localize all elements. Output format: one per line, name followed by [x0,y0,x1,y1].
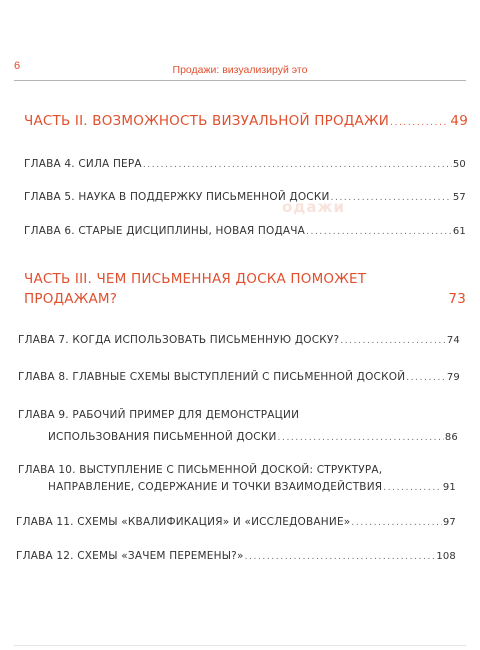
toc-part-3-page: 73 [448,291,466,307]
toc-chapter-7[interactable] [18,334,460,346]
leader-dots [351,518,441,528]
toc-chapter-title: ГЛАВА 11. СХЕМЫ «КВАЛИФИКАЦИЯ» И «ИССЛЕДОВАНИЕ» [16,516,351,528]
toc-chapter-page: 61 [452,226,466,237]
toc-part-3-title: ЧАСТЬ III. ЧЕМ ПИСЬМЕННАЯ ДОСКА ПОМОЖЕТ [24,271,367,287]
toc-chapter-4[interactable] [24,158,466,170]
toc-chapter-9-line1[interactable] [18,403,299,422]
toc-chapter-title: ГЛАВА 6. СТАРЫЕ ДИСЦИПЛИНЫ, НОВАЯ ПОДАЧА [24,225,306,237]
toc-chapter-page: 97 [442,517,456,528]
leader-dots [406,373,446,383]
toc-chapter-12[interactable] [16,550,456,562]
toc-chapter-title-cont: ИСПОЛЬЗОВАНИЯ ПИСЬМЕННОЙ ДОСКИ [48,431,277,443]
toc-chapter-10[interactable] [48,481,456,493]
leader-dots [390,118,449,128]
page-edge [14,645,466,646]
toc-part-2-page: 49 [450,113,468,129]
toc-chapter-title: ГЛАВА 10. ВЫСТУПЛЕНИЕ С ПИСЬМЕННОЙ ДОСКОЙ: СТРУКТУРА, [18,464,383,476]
toc-chapter-5[interactable] [24,191,466,203]
toc-chapter-9[interactable] [48,431,458,443]
leader-dots [306,227,452,237]
toc-chapter-page: 50 [452,159,466,170]
toc-chapter-title: ГЛАВА 5. НАУКА В ПОДДЕРЖКУ ПИСЬМЕННОЙ ДОСКИ [24,191,330,203]
header-rule [14,80,466,81]
toc-chapter-6[interactable] [24,225,466,237]
toc-chapter-11[interactable] [16,516,456,528]
leader-dots [278,433,444,443]
toc-chapter-page: 86 [444,432,458,443]
toc-chapter-title: ГЛАВА 8. ГЛАВНЫЕ СХЕМЫ ВЫСТУПЛЕНИЙ С ПИСЬМЕННОЙ ДОСКОЙ [18,371,406,383]
bleed-through-text: одажи [282,198,345,216]
toc-chapter-title: ГЛАВА 12. СХЕМЫ «ЗАЧЕМ ПЕРЕМЕНЫ?» [16,550,244,562]
leader-dots [245,552,436,562]
toc-part-3[interactable] [24,291,466,307]
running-head: Продажи: визуализируй это [172,64,308,76]
page-number: 6 [14,60,21,72]
leader-dots [383,483,442,493]
leader-dots [340,336,446,346]
toc-part-2[interactable] [24,113,468,129]
toc-chapter-title-cont: НАПРАВЛЕНИЕ, СОДЕРЖАНИЕ И ТОЧКИ ВЗАИМОДЕЙСТВИЯ [48,481,383,493]
toc-part-3-line1[interactable] [24,268,366,287]
toc-chapter-title: ГЛАВА 4. СИЛА ПЕРА [24,158,142,170]
leader-dots [143,160,452,170]
toc-chapter-page: 74 [446,335,460,346]
toc-chapter-page: 79 [446,372,460,383]
toc-chapter-8[interactable] [18,371,460,383]
toc-chapter-page: 108 [436,551,456,562]
toc-chapter-title: ГЛАВА 9. РАБОЧИЙ ПРИМЕР ДЛЯ ДЕМОНСТРАЦИИ [18,409,300,421]
toc-part-2-title: ЧАСТЬ II. ВОЗМОЖНОСТЬ ВИЗУАЛЬНОЙ ПРОДАЖИ [24,113,390,129]
toc-chapter-10-line1[interactable] [18,458,382,477]
toc-chapter-page: 91 [442,482,456,493]
leader-dots [331,193,452,203]
toc-chapter-title: ГЛАВА 7. КОГДА ИСПОЛЬЗОВАТЬ ПИСЬМЕННУЮ ДОСКУ? [18,334,340,346]
toc-part-3-title-cont: ПРОДАЖАМ? [24,291,118,307]
toc-chapter-page: 57 [452,192,466,203]
